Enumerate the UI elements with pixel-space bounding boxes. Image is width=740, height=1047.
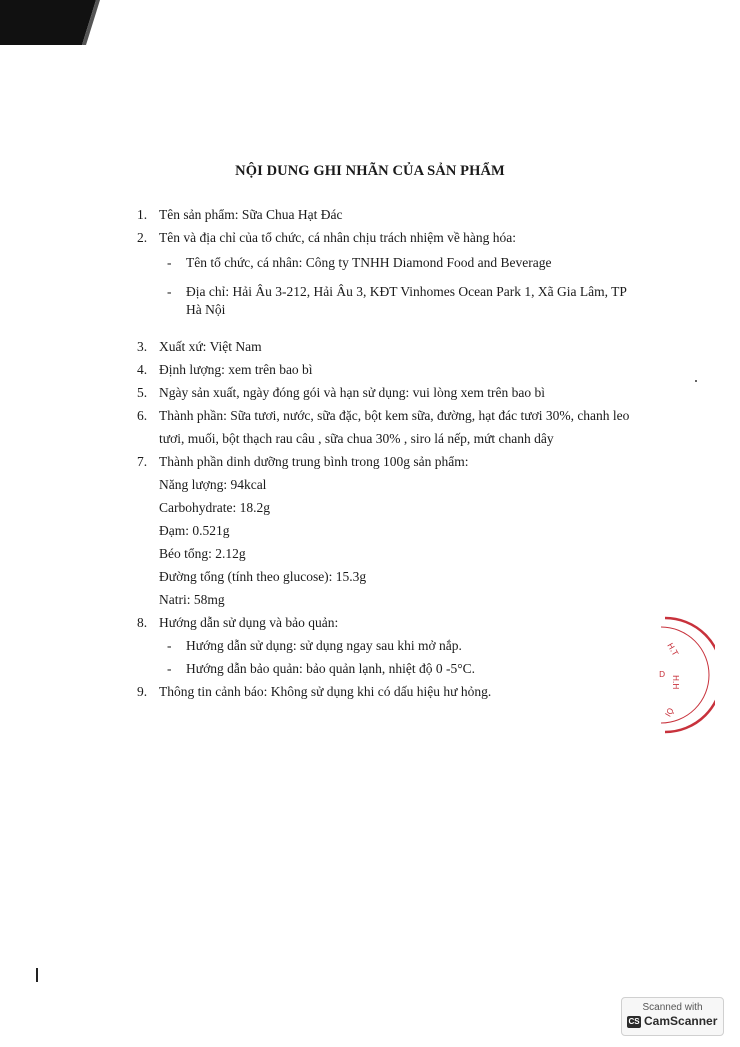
scan-speck xyxy=(695,380,697,382)
camscanner-logo-icon: CS xyxy=(628,1017,640,1026)
item-text: Định lượng: xem trên bao bì xyxy=(159,362,313,377)
document-body xyxy=(137,203,637,703)
sub-item-organization: - Tên tổ chức, cá nhân: Công ty TNHH Diamond Food and Beverage xyxy=(167,255,552,270)
list-item-9: 9. Thông tin cảnh báo: Không sử dụng khi có dấu hiệu hư hỏng. xyxy=(137,684,492,699)
nutrition-fat: Béo tổng: 2.12g xyxy=(159,546,246,561)
item-text: Xuất xứ: Việt Nam xyxy=(159,339,262,354)
svg-text:ÔI: ÔI xyxy=(662,706,676,718)
watermark-caption: Scanned with xyxy=(642,1002,703,1013)
item-text: Tên và địa chỉ của tổ chức, cá nhân chịu trách nhiệm về hàng hóa: xyxy=(159,230,517,245)
sub-item-address: - Địa chỉ: Hải Âu 3-212, Hải Âu 3, KĐT Vinhomes Ocean Park 1, Xã Gia Lâm, TP Hà Nội xyxy=(167,284,627,317)
scan-mark xyxy=(36,968,38,982)
svg-text:H.T: H.T xyxy=(665,641,680,658)
nutrition-carbohydrate: Carbohydrate: 18.2g xyxy=(159,500,270,515)
red-company-seal xyxy=(655,615,715,735)
page-fold-shadow xyxy=(0,0,100,45)
item-text: Hướng dẫn sử dụng và bảo quản: xyxy=(159,615,339,630)
nutrition-sodium: Natri: 58mg xyxy=(159,592,225,607)
nutrition-sugar: Đường tổng (tính theo glucose): 15.3g xyxy=(159,569,367,584)
document-title: NỘI DUNG GHI NHÃN CỦA SẢN PHẨM xyxy=(235,163,505,179)
item-text: Thành phần dinh dưỡng trung bình trong 100g sản phẩm: xyxy=(159,454,469,469)
nutrition-protein: Đạm: 0.521g xyxy=(159,523,230,538)
list-item-8: 8. Hướng dẫn sử dụng và bảo quản: xyxy=(137,615,339,630)
item-text: Tên sản phẩm: Sữa Chua Hạt Đác xyxy=(159,207,343,222)
watermark-brand: CamScanner xyxy=(644,1014,718,1028)
sub-item-storage: - Hướng dẫn bảo quản: bảo quản lạnh, nhiệt độ 0 -5°C. xyxy=(167,661,476,676)
item-text: Thành phần: Sữa tươi, nước, sữa đặc, bột kem sữa, đường, hạt đác tươi 30%, chanh leo tươi, muối, bột thạch rau câu , sữa chua 30% , siro lá nếp, mứt chanh dây xyxy=(159,408,630,446)
list-item-7: 7. Thành phần dinh dưỡng trung bình trong 100g sản phẩm: xyxy=(137,454,469,469)
svg-text:D: D xyxy=(659,670,666,679)
item-text: Thông tin cảnh báo: Không sử dụng khi có dấu hiệu hư hỏng. xyxy=(159,684,492,699)
list-item-1: 1. Tên sản phẩm: Sữa Chua Hạt Đác xyxy=(137,207,343,222)
list-item-4: 4. Định lượng: xem trên bao bì xyxy=(137,362,313,377)
sub-item-usage: - Hướng dẫn sử dụng: sử dụng ngay sau khi mở nắp. xyxy=(167,638,462,653)
list-item-2: 2. Tên và địa chỉ của tổ chức, cá nhân chịu trách nhiệm về hàng hóa: xyxy=(137,230,517,245)
svg-text:H.H: H.H xyxy=(671,675,680,690)
item-text: Ngày sản xuất, ngày đóng gói và hạn sử dụng: vui lòng xem trên bao bì xyxy=(159,385,546,400)
camscanner-watermark xyxy=(621,997,724,1036)
list-item-3: 3. Xuất xứ: Việt Nam xyxy=(137,339,262,354)
list-item-5: 5. Ngày sản xuất, ngày đóng gói và hạn sử dụng: vui lòng xem trên bao bì xyxy=(137,385,546,400)
list-item-6: 6. Thành phần: Sữa tươi, nước, sữa đặc, bột kem sữa, đường, hạt đác tươi 30%, chanh leo tươi, muối, bột thạch rau câu , sữa chua 30% , siro lá nếp, mứt chanh dây xyxy=(137,408,630,446)
nutrition-energy: Năng lượng: 94kcal xyxy=(159,477,267,492)
